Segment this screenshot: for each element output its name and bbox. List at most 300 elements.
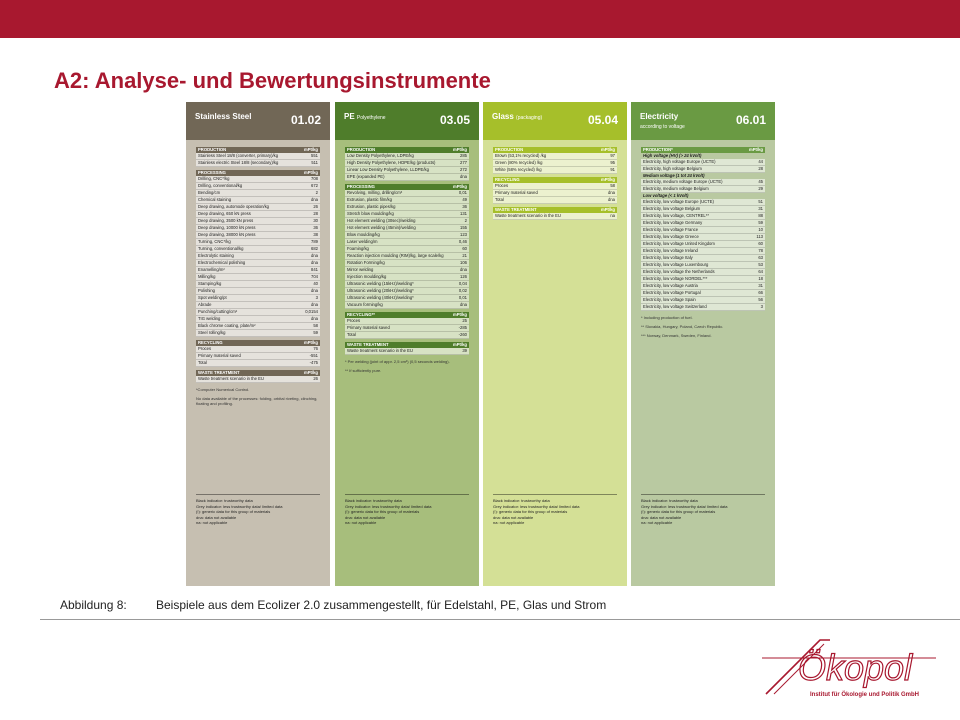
row-label: Total — [347, 332, 356, 337]
legend-line: Black indicator: trustworthy data — [345, 498, 402, 503]
table-row — [196, 376, 320, 383]
caption-text: Beispiele aus dem Ecolizer 2.0 zusammengestellt, für Edelstahl, PE, Glas und Strom — [156, 598, 607, 612]
card-note: No data available of the processes: folding, orbital riveting, clinching, floating and profiling. — [196, 396, 318, 406]
row-value: 97 — [610, 153, 615, 158]
row-value: 88 — [758, 213, 763, 218]
row-value: -260 — [458, 332, 467, 337]
table-row — [196, 267, 320, 274]
row-value: 26 — [313, 376, 318, 381]
row-label: Low Density Polyethylene, LDPE/kg — [347, 153, 414, 158]
row-value: 285 — [460, 153, 467, 158]
table-row — [641, 179, 765, 186]
legend-line: dna: data not available — [196, 514, 237, 520]
row-value: 76 — [313, 346, 318, 351]
group-label: High voltage (HV) (> 24 kVolt) — [643, 153, 702, 158]
table-row — [345, 332, 469, 339]
table-row — [345, 153, 469, 160]
row-label: Spot welding/pt — [198, 295, 227, 300]
row-value: 45 — [758, 179, 763, 184]
row-value: 60 — [462, 246, 467, 251]
legend-line: dna: data not available — [641, 514, 682, 520]
row-label: Electricity, high voltage Belgium — [643, 166, 702, 171]
row-label: Electricity, low voltage Ireland — [643, 248, 698, 253]
table-row — [345, 348, 469, 355]
table-row — [196, 204, 320, 211]
table-row — [196, 309, 320, 316]
table-row — [345, 267, 469, 274]
section-title: WASTE TREATMENT — [495, 207, 537, 212]
row-label: Linear Low Density Polyethylene, LLDPE/kg — [347, 167, 429, 172]
section-title: PROCESSING — [347, 184, 375, 189]
table-row — [641, 159, 765, 166]
table-row — [641, 199, 765, 206]
row-value: 511 — [311, 160, 318, 165]
row-label: Waste treatment scenario in the EU — [198, 376, 264, 381]
row-label: Enamelling/m² — [198, 267, 225, 272]
row-label: Electricity, low voltage Spain — [643, 297, 696, 302]
row-label: Drilling, conventional/kg — [198, 183, 243, 188]
row-value: 25 — [462, 318, 467, 323]
row-label: Extrusion, plastic pipes/kg — [347, 204, 396, 209]
row-value: 53 — [758, 262, 763, 267]
legend-line: (!): generic data for this group of materials — [196, 509, 271, 514]
row-value: 39 — [462, 348, 467, 353]
row-value: 36 — [313, 225, 318, 230]
row-label: Punching/cutting/cm² — [198, 309, 238, 314]
row-label: Stainless electric Steel 18/8 (secondary)/kg — [198, 160, 279, 165]
section-title: RECYCLING** — [347, 312, 375, 317]
row-value: 0,01 — [458, 190, 467, 195]
table-row — [641, 248, 765, 255]
row-value: -475 — [309, 360, 318, 365]
row-value: 3 — [315, 295, 318, 300]
section-unit: mPt/kg — [304, 170, 318, 175]
section-title: WASTE TREATMENT — [347, 342, 389, 347]
row-value: 63 — [758, 255, 763, 260]
material-card — [186, 102, 330, 586]
table-row — [641, 227, 765, 234]
row-label: Injection moulding/kg — [347, 274, 387, 279]
legend-line: na: not applicable — [196, 520, 228, 525]
legend-line: Black indicator: trustworthy data — [493, 498, 550, 503]
row-value: 36 — [462, 204, 467, 209]
card-legend — [345, 494, 469, 526]
table-row — [641, 234, 765, 241]
row-value: dna — [460, 302, 467, 307]
row-label: Turning, conventional/kg — [198, 246, 244, 251]
row-label: Electrochemical polishing — [198, 260, 246, 265]
row-label: Electricity, low voltage Greece — [643, 234, 699, 239]
row-value: dna — [311, 302, 318, 307]
card-legend — [641, 494, 765, 526]
legend-line: na: not applicable — [345, 520, 377, 525]
card-name-sub: Polyethylene — [356, 115, 386, 121]
row-label: Electricity, low voltage the Netherlands — [643, 269, 715, 274]
table-row — [196, 288, 320, 295]
row-label: Hot element welding (30sec)/welding — [347, 218, 416, 223]
row-value: 58 — [610, 183, 615, 188]
row-label: Blow moulding/kg — [347, 232, 380, 237]
table-row — [196, 353, 320, 360]
table-row — [196, 190, 320, 197]
table-row — [493, 153, 617, 160]
row-label: Electricity, low voltage Belgium — [643, 206, 701, 211]
table-row — [196, 360, 320, 367]
card-name-main: Electricity — [640, 112, 679, 121]
row-value: 682 — [311, 246, 318, 251]
card-code: 05.04 — [587, 113, 618, 127]
row-value: dna — [311, 288, 318, 293]
row-label: Electricity, low voltage Italy — [643, 255, 693, 260]
row-label: Electricity, medium voltage Belgium — [643, 186, 709, 191]
table-row — [196, 302, 320, 309]
table-row — [196, 176, 320, 183]
section-unit: mPt/kg — [749, 147, 763, 152]
table-row — [345, 167, 469, 174]
row-value: dna — [311, 260, 318, 265]
table-row — [345, 288, 469, 295]
table-row — [196, 160, 320, 167]
row-value: 66 — [758, 290, 763, 295]
row-value: 704 — [311, 274, 318, 279]
card-name-main: Stainless Steel — [195, 112, 252, 121]
row-label: Brown (53,1% recycled) /kg — [495, 153, 547, 158]
row-label: Primary material saved — [347, 325, 390, 330]
card-name — [344, 112, 386, 123]
row-label: Electricity, low voltage France — [643, 227, 699, 232]
section-unit: mPt/kg — [304, 370, 318, 375]
legend-line: dna: data not available — [345, 514, 386, 520]
table-row — [641, 166, 765, 173]
row-label: Deep drawing, 3500 kN press — [198, 218, 254, 223]
card-legend — [196, 494, 320, 526]
row-label: Electricity, medium voltage Europe (UCTE) — [643, 179, 723, 184]
table-row — [196, 197, 320, 204]
table-row — [493, 183, 617, 190]
table-row — [641, 186, 765, 193]
row-label: Electricity, low voltage, CENTREL** — [643, 213, 710, 218]
table-row — [345, 160, 469, 167]
table-row — [345, 204, 469, 211]
row-label: Deep drawing, 650 kN press — [198, 211, 251, 216]
card-name-sub: according to voltage — [640, 124, 685, 130]
row-value: 2 — [315, 190, 318, 195]
row-label: Turning, CNC*/kg — [198, 239, 231, 244]
material-card — [335, 102, 479, 586]
card-note: *** Norway, Denmark, Sweden, Finland. — [641, 333, 712, 338]
row-value: 672 — [311, 183, 318, 188]
table-row — [196, 281, 320, 288]
card-sheet — [345, 144, 469, 373]
card-header — [186, 102, 330, 140]
row-label: Total — [198, 360, 207, 365]
row-label: Primary material saved — [198, 353, 241, 358]
material-card — [631, 102, 775, 586]
row-label: Electricity, high voltage Europe (UCTE) — [643, 159, 716, 164]
row-label: Ultrasonic welding (20kHz)/welding* — [347, 288, 414, 293]
table-row — [493, 213, 617, 220]
table-row — [196, 239, 320, 246]
row-value: 155 — [460, 225, 467, 230]
row-value: 113 — [756, 234, 763, 239]
table-row — [196, 330, 320, 337]
row-value: 38 — [313, 232, 318, 237]
section-title: PROCESSING — [198, 170, 226, 175]
row-value: dna — [460, 174, 467, 179]
row-value: 106 — [460, 260, 467, 265]
row-label: Proces — [198, 346, 212, 351]
section-unit: mPt/kg — [453, 184, 467, 189]
card-header — [631, 102, 775, 140]
section-title: PRODUCTION — [495, 147, 524, 152]
section-title: RECYCLING — [495, 177, 520, 182]
table-row — [641, 269, 765, 276]
row-label: Mirror welding — [347, 267, 374, 272]
row-value: 28 — [313, 211, 318, 216]
row-label: Electricity, low voltage Europe (UCTE) — [643, 199, 714, 204]
card-header — [483, 102, 627, 140]
table-row — [196, 211, 320, 218]
section-unit: mPt/kg — [453, 342, 467, 347]
row-value: 3 — [760, 304, 763, 309]
row-value: dna — [311, 316, 318, 321]
table-row — [493, 190, 617, 197]
row-value: 28 — [758, 166, 763, 171]
row-label: EPE (expanded PE) — [347, 174, 385, 179]
row-label: White (58% recycled) /kg — [495, 167, 542, 172]
legend-line: Grey indicator: less trustworthy data/ limited data — [196, 503, 283, 509]
row-value: 708 — [311, 176, 318, 181]
row-label: Ultrasonic welding (15kHz)/welding* — [347, 281, 414, 286]
card-code: 03.05 — [439, 113, 470, 127]
row-value: 131 — [460, 211, 467, 216]
table-row — [345, 246, 469, 253]
row-value: 31 — [758, 206, 763, 211]
table-row — [196, 323, 320, 330]
table-row — [345, 225, 469, 232]
row-label: Electricity, low voltage Portugal — [643, 290, 701, 295]
legend-line: Black indicator: trustworthy data — [196, 498, 253, 503]
group-label: Low voltage (< 1 kVolt) — [643, 193, 689, 198]
card-note: *Computer Numerical Control. — [196, 387, 250, 392]
section-unit: mPt/kg — [304, 340, 318, 345]
row-value: dna — [460, 267, 467, 272]
row-value: 126 — [460, 274, 467, 279]
row-label: Electricity, low voltage Luxembourg — [643, 262, 709, 267]
table-row — [345, 197, 469, 204]
oekopol-logo — [760, 636, 940, 706]
section-unit: mPt/kg — [601, 147, 615, 152]
table-row — [345, 174, 469, 181]
section-title: WASTE TREATMENT — [198, 370, 240, 375]
row-value: 123 — [460, 232, 467, 237]
row-value: 0,01 — [458, 295, 467, 300]
table-row — [493, 160, 617, 167]
row-label: Stretch blow moulding/kg — [347, 211, 394, 216]
card-name — [195, 112, 251, 121]
table-row — [196, 295, 320, 302]
row-value: 0,02 — [458, 288, 467, 293]
card-code: 06.01 — [735, 113, 766, 127]
row-value: 272 — [460, 167, 467, 172]
table-row — [345, 190, 469, 197]
row-value: 551 — [311, 153, 318, 158]
table-row — [345, 232, 469, 239]
legend-line: Grey indicator: less trustworthy data/ limited data — [641, 503, 728, 509]
row-label: Extrusion, plastic film/kg — [347, 197, 392, 202]
table-row — [641, 255, 765, 262]
section-unit: mPt/kg — [453, 312, 467, 317]
row-label: Laser welding/m — [347, 239, 378, 244]
card-legend — [493, 494, 617, 526]
section-title: PRODUCTION* — [643, 147, 673, 152]
section-unit: mPt/kg — [453, 147, 467, 152]
table-row — [196, 274, 320, 281]
table-row — [345, 325, 469, 332]
row-label: Waste treatment scenario in the EU — [495, 213, 561, 218]
row-value: dna — [311, 197, 318, 202]
row-value: 30 — [313, 218, 318, 223]
row-value: 2 — [464, 218, 467, 223]
table-row — [196, 346, 320, 353]
row-label: TIG welding — [198, 316, 221, 321]
row-label: High Density Polyethylene, HDPE/kg (products) — [347, 160, 436, 165]
caption-number: Abbildung 8: — [60, 598, 127, 612]
table-row — [345, 274, 469, 281]
row-value: 0,04 — [458, 281, 467, 286]
row-value: 789 — [311, 239, 318, 244]
row-label: Revolving, milling, drilling/cm³ — [347, 190, 403, 195]
table-row — [196, 153, 320, 160]
table-row — [345, 295, 469, 302]
table-row — [345, 239, 469, 246]
slide-title: A2: Analyse- und Bewertungsinstrumente — [54, 68, 491, 93]
group-label: Medium voltage (1 tot 24 kVolt) — [643, 173, 705, 178]
row-value: 31 — [758, 283, 763, 288]
table-row — [641, 206, 765, 213]
section-title: PRODUCTION — [347, 147, 376, 152]
table-row — [493, 197, 617, 204]
card-header — [335, 102, 479, 140]
row-label: Polishing — [198, 288, 215, 293]
row-value: 21 — [462, 253, 467, 258]
legend-line: (!): generic data for this group of materials — [345, 509, 420, 514]
legend-line: Black indicator: trustworthy data — [641, 498, 698, 503]
row-value: 60 — [758, 241, 763, 246]
row-label: Deep drawing, automode operation/kg — [198, 204, 270, 209]
row-value: 95 — [610, 160, 615, 165]
card-name-main: PE — [344, 112, 355, 121]
row-label: Total — [495, 197, 504, 202]
row-value: dna — [608, 197, 615, 202]
table-row — [641, 213, 765, 220]
row-value: 78 — [758, 248, 763, 253]
row-label: Stamping/kg — [198, 281, 222, 286]
row-label: Hot element welding (45min)/welding — [347, 225, 416, 230]
row-value: 0,46 — [458, 239, 467, 244]
row-value: 18 — [758, 276, 763, 281]
row-value: 0,0154 — [305, 309, 318, 314]
row-value: 29 — [758, 186, 763, 191]
row-value: 91 — [610, 167, 615, 172]
row-value: 26 — [313, 204, 318, 209]
card-name — [492, 112, 542, 123]
legend-line: (!): generic data for this group of materials — [493, 509, 568, 514]
logo-wordmark: Ökopol — [798, 647, 913, 688]
table-row — [641, 297, 765, 304]
card-note: ** If sufficiently pure. — [345, 368, 382, 373]
table-row — [196, 316, 320, 323]
row-label: Ultrasonic welding (40kHz)/welding* — [347, 295, 414, 300]
figure-caption — [60, 598, 606, 612]
section-unit: mPt/kg — [601, 177, 615, 182]
row-value: 59 — [313, 330, 318, 335]
row-label: Waste treatment scenario in the EU — [347, 348, 413, 353]
row-value: na — [610, 213, 615, 218]
table-row — [345, 281, 469, 288]
row-label: Stainless Steel 18/8 (converter, primary)/kg — [198, 153, 279, 158]
table-row — [641, 220, 765, 227]
card-name — [640, 112, 685, 132]
row-value: -285 — [458, 325, 467, 330]
table-row — [345, 218, 469, 225]
footer-divider — [40, 619, 960, 620]
row-value: 49 — [462, 197, 467, 202]
row-label: Abrade — [198, 302, 212, 307]
row-label: Proces — [495, 183, 509, 188]
table-row — [196, 232, 320, 239]
row-label: Drilling, CNC*/kg — [198, 176, 230, 181]
row-value: 40 — [313, 281, 318, 286]
card-sheet — [641, 144, 765, 338]
row-label: Electricity, low voltage Austria — [643, 283, 698, 288]
material-card — [483, 102, 627, 586]
card-sheet — [196, 144, 320, 406]
section-title: RECYCLING — [198, 340, 223, 345]
row-label: Electricity, low voltage NORDEL*** — [643, 276, 708, 281]
table-row — [493, 167, 617, 174]
row-value: 64 — [758, 269, 763, 274]
table-row — [196, 253, 320, 260]
row-label: Green (80% recycled) /kg — [495, 160, 543, 165]
card-sheet — [493, 144, 617, 220]
section-unit: mPt/kg — [304, 147, 318, 152]
table-row — [196, 218, 320, 225]
row-label: Electrolytic staining — [198, 253, 234, 258]
section-title: PRODUCTION — [198, 147, 227, 152]
table-row — [641, 290, 765, 297]
row-value: dna — [608, 190, 615, 195]
row-label: Primary material saved — [495, 190, 538, 195]
card-note: ** Slovakia, Hungary, Poland, Czech Republic. — [641, 324, 724, 329]
row-value: 10 — [758, 227, 763, 232]
row-value: 59 — [758, 220, 763, 225]
oekopol-logo-mark — [760, 636, 940, 696]
row-value: 51 — [758, 199, 763, 204]
legend-line: Grey indicator: less trustworthy data/ limited data — [493, 503, 580, 509]
row-label: Vacuum forming/kg — [347, 302, 383, 307]
table-row — [196, 225, 320, 232]
table-row — [641, 276, 765, 283]
table-row — [345, 253, 469, 260]
row-label: Deep drawing, 10000 kN press — [198, 225, 256, 230]
row-label: Milling/kg — [198, 274, 216, 279]
row-label: Rotation Forming/kg — [347, 260, 385, 265]
section-unit: mPt/kg — [601, 207, 615, 212]
table-row — [641, 304, 765, 311]
card-note: * Per welding (joint of appr. 2,5 cm²) (0,5 seconds welding). — [345, 359, 450, 364]
table-row — [641, 241, 765, 248]
